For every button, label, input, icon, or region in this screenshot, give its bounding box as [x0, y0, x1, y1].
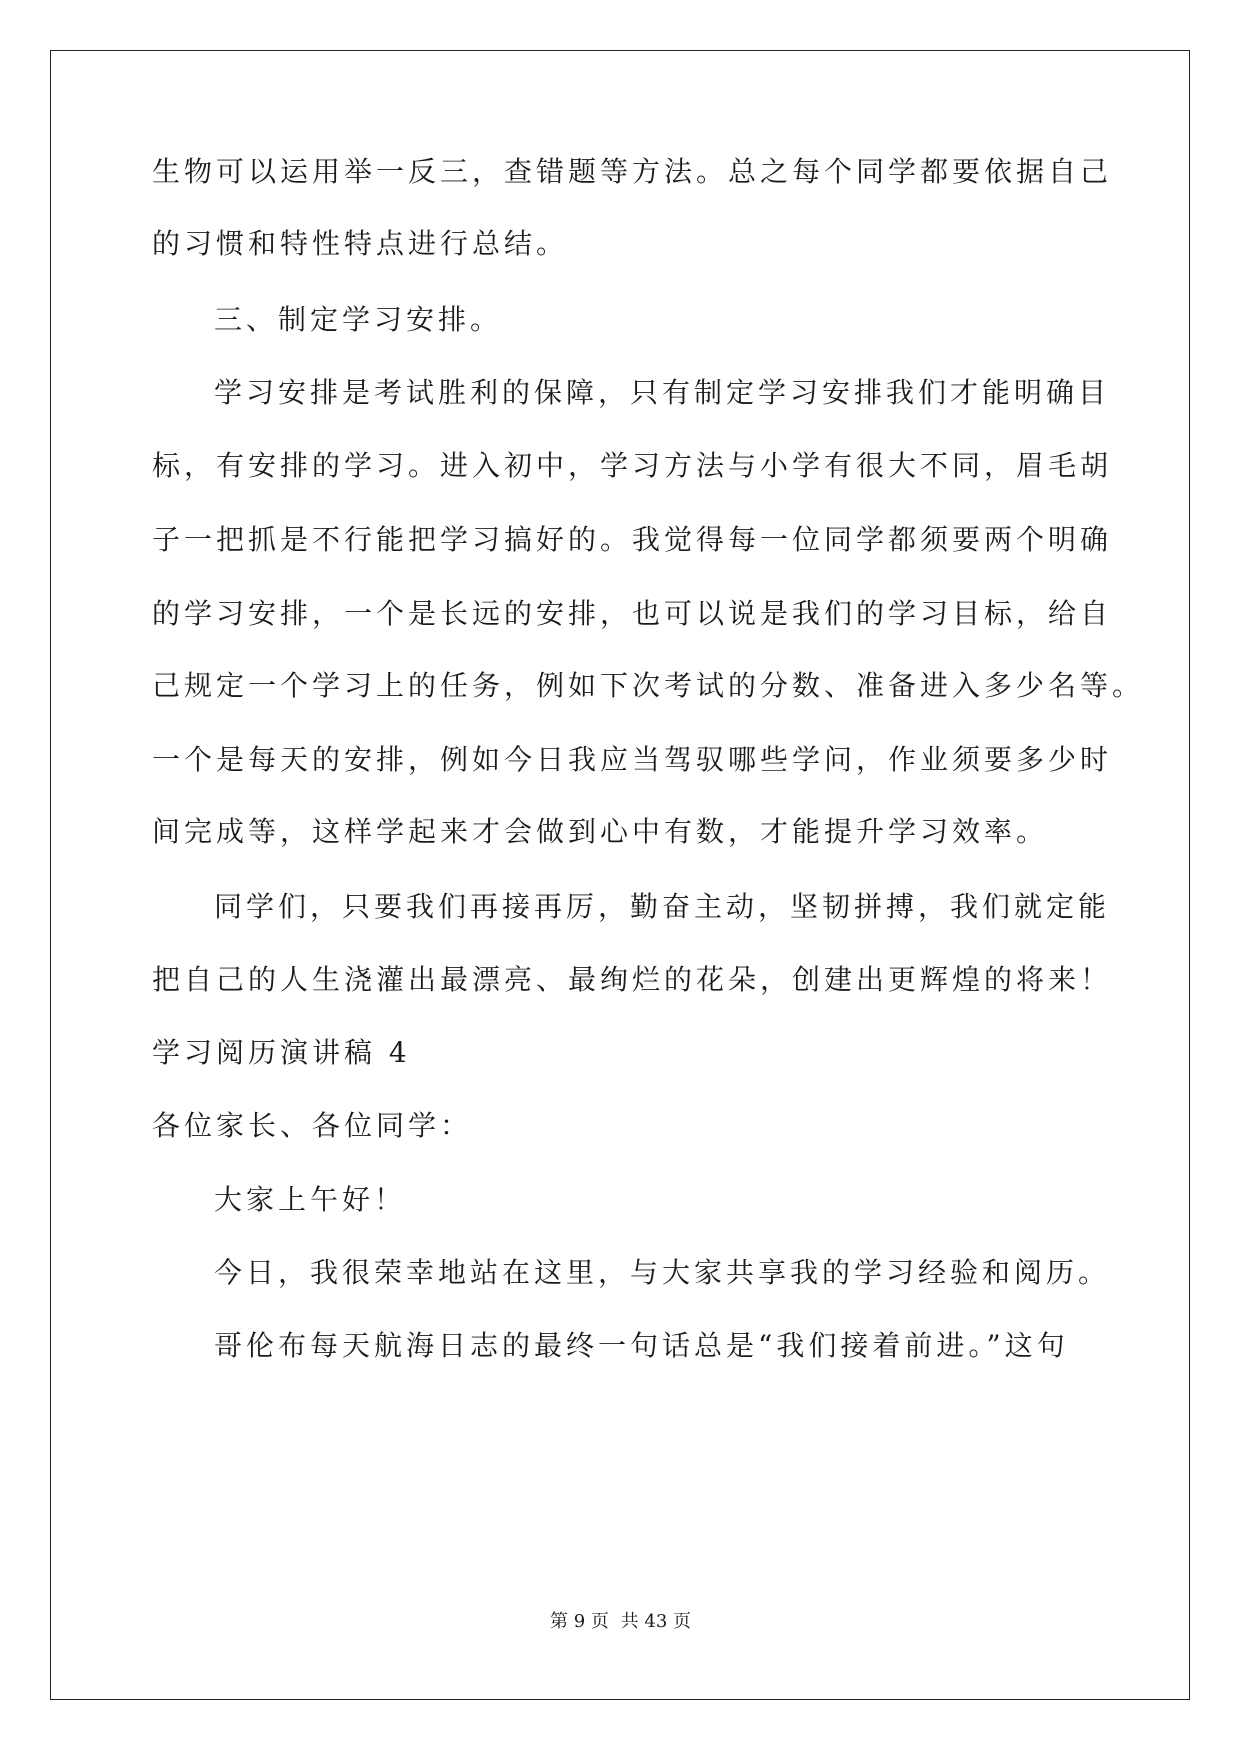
- page-number: 第 9 页: [550, 1611, 609, 1632]
- greeting: 大家上午好！: [214, 1183, 407, 1216]
- text-line: 的学习安排，一个是长远的安排，也可以说是我们的学习目标，给自: [152, 597, 1113, 630]
- text-line: 的习惯和特性特点进行总结。: [152, 227, 569, 260]
- text-line: 子一把抓是不行能把学习搞好的。我觉得每一位同学都须要两个明确: [152, 523, 1113, 556]
- section-heading: 三、制定学习安排。: [214, 303, 503, 336]
- page-total: 共 43 页: [620, 1611, 691, 1632]
- text-line: 间完成等，这样学起来才会做到心中有数，才能提升学习效率。: [152, 815, 1049, 848]
- text-line: 今日，我很荣幸地站在这里，与大家共享我的学习经验和阅历。: [214, 1256, 1111, 1289]
- text-line: 一个是每天的安排，例如今日我应当驾驭哪些学问，作业须要多少时: [152, 743, 1113, 776]
- text-line: 生物可以运用举一反三，查错题等方法。总之每个同学都要依据自己: [152, 155, 1113, 188]
- text-line: 己规定一个学习上的任务，例如下次考试的分数、准备进入多少名等。: [152, 669, 1145, 702]
- text-line: 把自己的人生浇灌出最漂亮、最绚烂的花朵，创建出更辉煌的将来！: [152, 963, 1113, 996]
- text-line: 同学们，只要我们再接再厉，勤奋主动，坚韧拼搏，我们就定能: [214, 890, 1111, 923]
- text-line: 学习安排是考试胜利的保障，只有制定学习安排我们才能明确目: [214, 376, 1111, 409]
- text-line: 哥伦布每天航海日志的最终一句话总是“我们接着前进。”这句: [214, 1329, 1069, 1362]
- page-footer: [0, 1610, 1241, 1634]
- salutation: 各位家长、各位同学：: [152, 1109, 473, 1142]
- page-border: [50, 50, 1190, 1700]
- text-line: 标，有安排的学习。进入初中，学习方法与小学有很大不同，眉毛胡: [152, 449, 1113, 482]
- speech-title: 学习阅历演讲稿 4: [152, 1036, 411, 1069]
